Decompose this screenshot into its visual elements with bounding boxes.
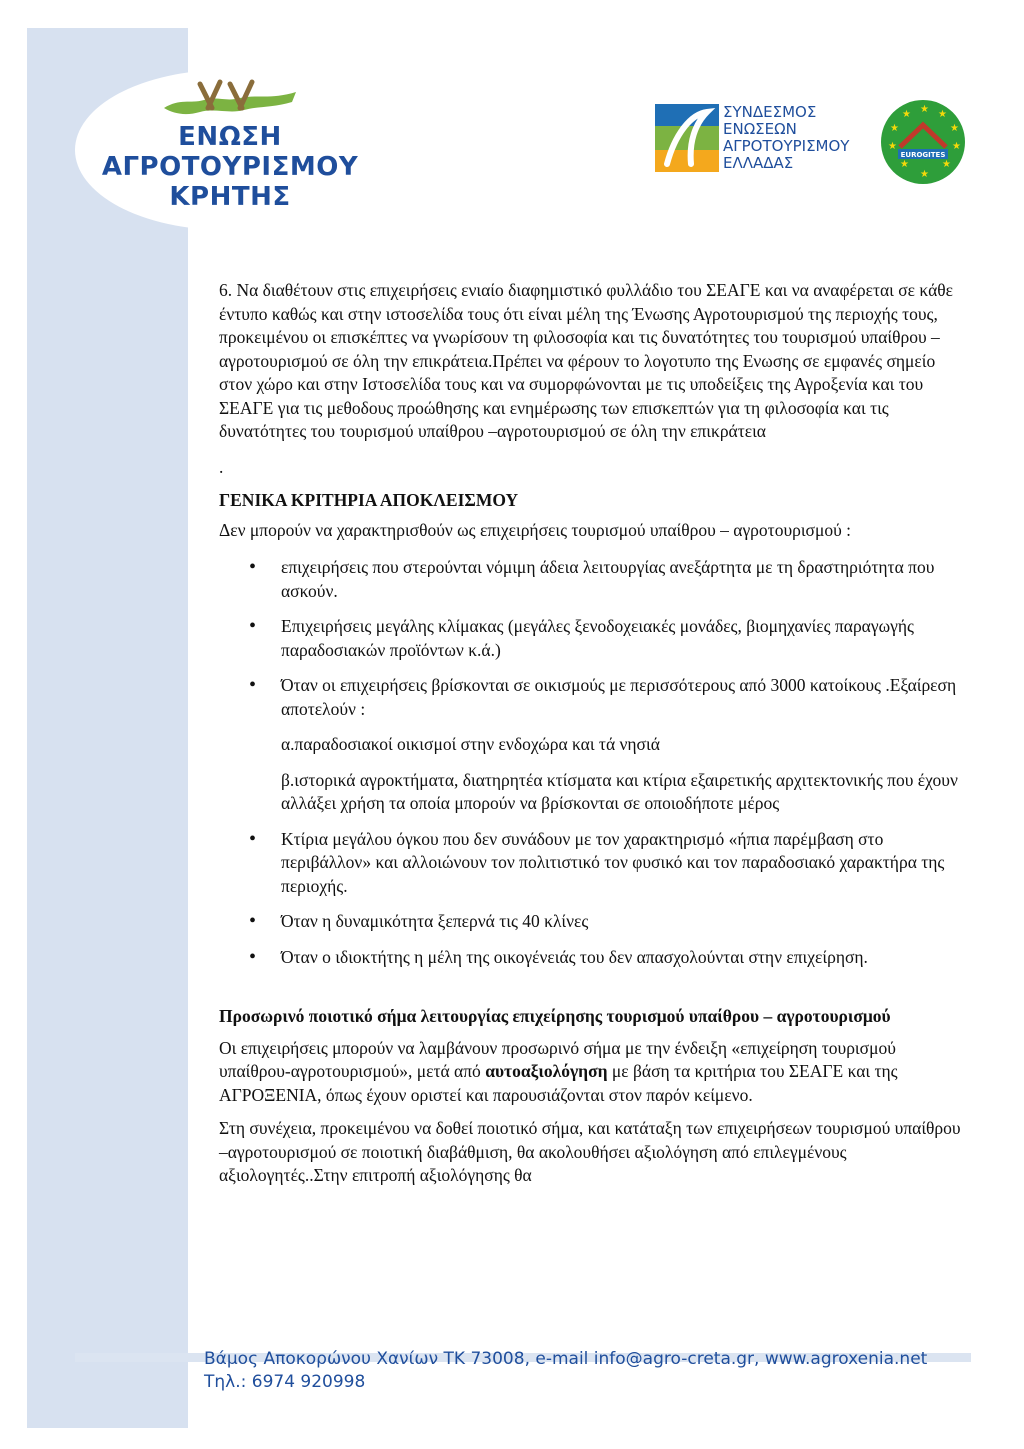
logo-line-2: ΑΓΡΟΤΟΥΡΙΣΜΟΥ xyxy=(101,152,359,182)
heading-general-criteria: ΓΕΝΙΚΑ ΚΡΙΤΗΡΙΑ ΑΠΟΚΛΕΙΣΜΟΥ xyxy=(219,490,519,510)
list-item: • επιχειρήσεις που στερούνται νόμιμη άδεια λειτουργίας ανεξάρτητα με τη δραστηριότητα που ασκούν. xyxy=(219,556,964,603)
svg-text:★: ★ xyxy=(950,123,959,134)
paragraph-2 xyxy=(219,1037,964,1108)
list-subitem-a: α.παραδοσιακοί οικισμοί στην ενδοχώρα και τά νησιά xyxy=(281,734,660,754)
left-side-band xyxy=(27,28,188,1428)
document-body xyxy=(219,279,964,1188)
paragraph-2-bold: αυτοαξιολόγηση xyxy=(485,1061,608,1081)
paragraph-2-text-end: με βάση τα κριτήρια του ΣΕΑΓΕ και της ΑΓΡΟΞΕΝΙΑ, όπως έχουν οριστεί και παρουσιάζονται στον παρόν κείμενο. xyxy=(219,1061,898,1105)
list-item: • Επιχειρήσεις μεγάλης κλίμακας (μεγάλες ξενοδοχειακές μονάδες, βιομηχανίες παραγωγής παραδοσιακών προϊόντων κ.ά.) xyxy=(219,615,964,662)
paragraph-3: Στη συνέχεια, προκειμένου να δοθεί ποιοτικό σήμα, και κατάταξη των επιχειρήσεων τουρισμού υπαίθρου –αγροτουρισμού σε ποιοτική διαβάθμιση, θα ακολουθήσει αξιολόγηση από επιλεγμένους αξιολογητές..Στην επιτροπή αξιολόγησης θα xyxy=(219,1118,961,1185)
logo-line-1: ΕΝΩΣΗ xyxy=(178,122,282,152)
heading-temporary-mark: Προσωρινό ποιοτικό σήμα λειτουργίας επιχείρησης τουρισμού υπαίθρου – αγροτουρισμού xyxy=(219,1006,891,1026)
union-logo xyxy=(95,78,365,218)
footer xyxy=(204,1348,927,1394)
eurogites-label: EUROGITES xyxy=(900,151,946,159)
svg-text:★: ★ xyxy=(920,104,929,115)
intro-paragraph: Δεν μπορούν να χαρακτηρισθούν ως επιχειρήσεις τουρισμού υπαίθρου – αγροτουρισμού : xyxy=(219,519,852,540)
syndesmos-line-4: ΕΛΛΑΔΑΣ xyxy=(723,154,794,172)
syndesmos-line-2: ΕΝΩΣΕΩΝ xyxy=(723,120,797,138)
footer-address: Βάμος Αποκορώνου Χανίων ΤΚ 73008, e-mail info@agro-creta.gr, www.agroxenia.net xyxy=(204,1349,928,1369)
svg-text:★: ★ xyxy=(952,141,961,152)
list-item: • Κτίρια μεγάλου όγκου που δεν συνάδουν με τον χαρακτηρισμό «ήπια παρέμβαση στο περιβάλλον» και αλλοιώνουν τον πολιτιστικό τον φυσικό και τον παραδοσιακό χαρακτήρα της περιοχής. xyxy=(219,828,964,899)
svg-text:★: ★ xyxy=(888,141,897,152)
svg-text:★: ★ xyxy=(902,109,911,120)
paragraph-1: 6. Να διαθέτουν στις επιχειρήσεις ενιαίο διαφημιστικό φυλλάδιο του ΣΕΑΓΕ και να αναφέρεται σε κάθε έντυπο καθώς και στην ιστοσελίδα τους ότι είναι μέλη της Ένωσης Αγροτουρισμού της περιοχής τους, προκειμένου οι επισκέπτες να γνωρίσουν τη φιλοσοφία και τις δυνατότητες του τουρισμού υπαίθρου –αγροτουρισμού σε όλη την επικράτεια.Πρέπει να φέρουν το λογοτυπο της Ενωσης σε εμφανές σημείο στον χώρο και στην Ιστοσελίδα τους και να συμορφώνονται με τις υποδείξεις της Αγροξενία και του ΣΕΑΓΕ για τις μεθοδους προώθησης και ενημέρωσης των επισκεπτών για τη φιλοσοφία και τις δυνατότητες του τουρισμού υπαίθρου –αγροτουρισμού σε όλη την επικράτεια xyxy=(219,280,953,441)
svg-text:★: ★ xyxy=(938,109,947,120)
eurogites-logo xyxy=(880,99,966,185)
svg-text:★: ★ xyxy=(890,123,899,134)
syndesmos-line-1: ΣΥΝΔΕΣΜΟΣ xyxy=(723,103,817,121)
list-item: • Όταν η δυναμικότητα ξεπερνά τις 40 κλίνες xyxy=(219,910,964,934)
syndesmos-mark-icon xyxy=(655,104,719,172)
crete-island-icon xyxy=(160,78,300,122)
svg-text:★: ★ xyxy=(900,159,909,170)
syndesmos-line-3: ΑΓΡΟΤΟΥΡΙΣΜΟΥ xyxy=(723,137,850,155)
list-item: • Όταν οι επιχειρήσεις βρίσκονται σε οικισμούς με περισσότερους από 3000 κατοίκους .Εξαίρεση αποτελούν : xyxy=(219,674,964,721)
criteria-list xyxy=(219,556,964,969)
syndesmos-logo xyxy=(655,104,849,172)
dot-line: . xyxy=(219,456,224,477)
svg-text:★: ★ xyxy=(942,159,951,170)
list-subitem-b: β.ιστορικά αγροκτήματα, διατηρητέα κτίσματα και κτίρια εξαιρετικής αρχιτεκτονικής που έχουν αλλάξει χρήση τα οποία μπορούν να βρίσκονται σε οποιοδήποτε μέρος xyxy=(281,769,958,813)
svg-text:★: ★ xyxy=(920,169,929,180)
list-item: • Όταν ο ιδιοκτήτης η μέλη της οικογένειάς του δεν απασχολούνται στην επιχείρηση. xyxy=(219,946,964,970)
footer-phone: Τηλ.: 6974 920998 xyxy=(204,1372,366,1392)
logo-line-3: ΚΡΗΤΗΣ xyxy=(169,182,291,212)
paragraph-2-text: Οι επιχειρήσεις μπορούν να λαμβάνουν προσωρινό σήμα με την ένδειξη «επιχείρηση τουρισμού υπαίθρου-αγροτουρισμού», μετά από xyxy=(219,1037,896,1081)
